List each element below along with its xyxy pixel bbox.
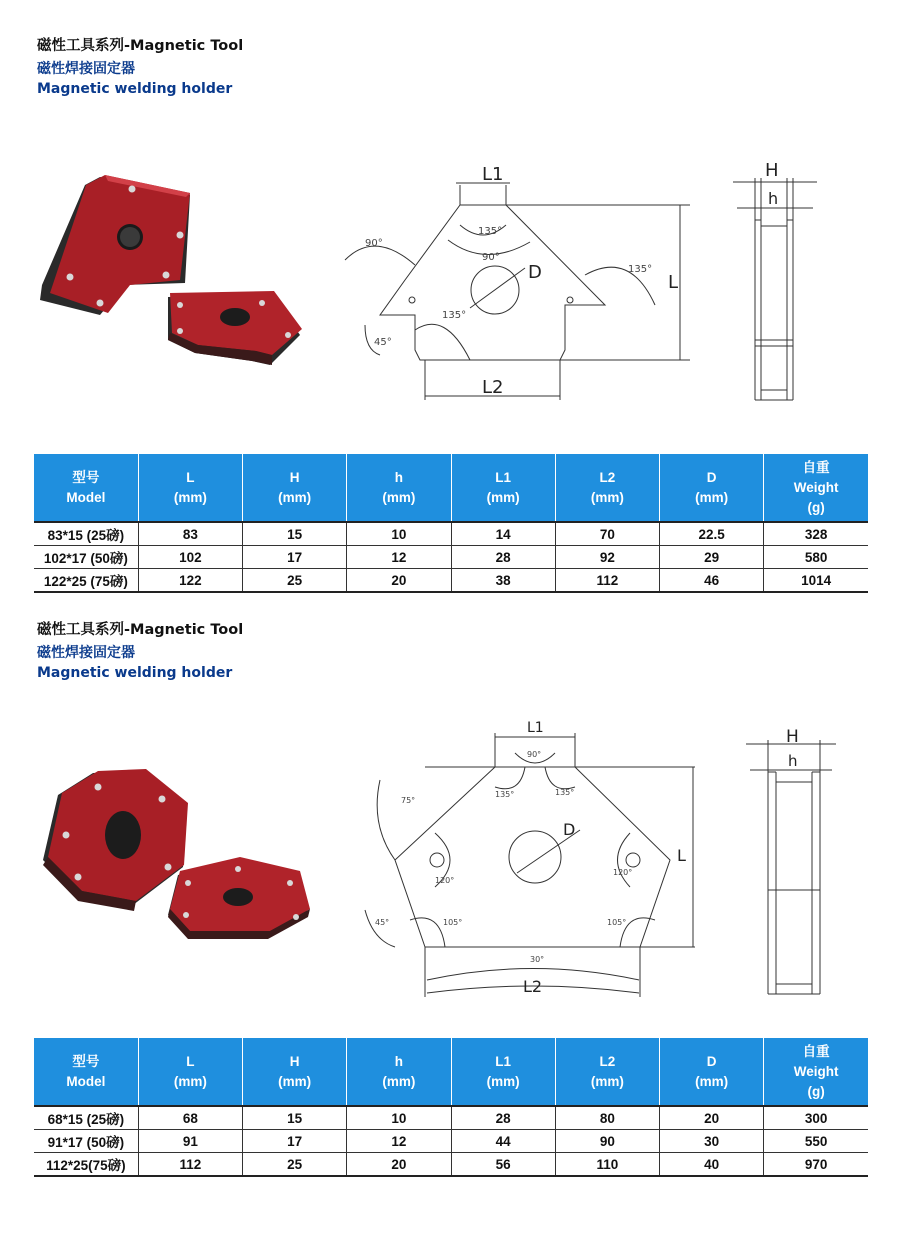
table-cell: 29 (660, 546, 764, 569)
table-row (34, 1130, 868, 1153)
table-cell: 46 (660, 569, 764, 593)
table-cell: 17 (243, 1130, 347, 1153)
technical-drawing-side-view (725, 150, 825, 410)
table-row (34, 546, 868, 569)
table-cell: 12 (347, 546, 451, 569)
section-subtitle-cn: 磁性焊接固定器 (37, 61, 135, 77)
table-cell: 80 (555, 1106, 659, 1130)
table-cell: 20 (347, 1153, 451, 1177)
table-cell: 44 (451, 1130, 555, 1153)
angle-label: 45° (375, 918, 390, 927)
technical-drawing-hex (355, 715, 705, 1000)
table-header: H (mm) (243, 1038, 347, 1106)
table-cell: 38 (451, 569, 555, 593)
table-cell: 25 (243, 569, 347, 593)
table-cell: 68 (138, 1106, 242, 1130)
table-cell: 90 (555, 1130, 659, 1153)
angle-label: 135° (495, 790, 515, 799)
table-cell: 112 (138, 1153, 242, 1177)
table-cell: 300 (764, 1106, 868, 1130)
table-cell: 12 (347, 1130, 451, 1153)
table-header: L (mm) (138, 1038, 242, 1106)
table-cell: 112 (555, 569, 659, 593)
product-photo-hex-magnets (38, 765, 318, 945)
dim-label-L: L (677, 846, 686, 865)
table-header: 型号 Model (34, 1038, 138, 1106)
table-cell: 10 (347, 1106, 451, 1130)
table-header: 自重 Weight (g) (764, 454, 868, 522)
table-cell: 70 (555, 522, 659, 546)
table-header: 自重 Weight (g) (764, 1038, 868, 1106)
angle-label: 120° (613, 868, 633, 877)
table-cell: 28 (451, 1106, 555, 1130)
angle-label: 135° (555, 788, 575, 797)
section-subtitle-cn: 磁性焊接固定器 (37, 645, 135, 661)
table-cell: 112*25(75磅) (34, 1153, 138, 1177)
dim-label-H: H (786, 727, 799, 747)
table-cell: 580 (764, 546, 868, 569)
section-title: 磁性工具系列-Magnetic Tool (37, 622, 244, 638)
table-cell: 122*25 (75磅) (34, 569, 138, 593)
angle-label: 75° (401, 796, 416, 805)
table-header: h (mm) (347, 1038, 451, 1106)
table-cell: 1014 (764, 569, 868, 593)
table-header: D (mm) (660, 1038, 764, 1106)
angle-label: 135° (478, 226, 503, 237)
dim-label-L1: L1 (527, 720, 544, 736)
table-header: 型号 Model (34, 454, 138, 522)
table-header: H (mm) (243, 454, 347, 522)
angle-label: 90° (527, 750, 542, 759)
angle-label: 135° (628, 264, 653, 275)
angle-label: 135° (442, 310, 467, 321)
dim-label-h: h (788, 752, 798, 770)
table-row (34, 569, 868, 593)
angle-label: 90° (365, 238, 383, 249)
angle-label: 105° (443, 918, 463, 927)
angle-label: 45° (374, 337, 392, 348)
table-cell: 550 (764, 1130, 868, 1153)
table-cell: 102 (138, 546, 242, 569)
table-cell: 56 (451, 1153, 555, 1177)
dim-label-L2: L2 (482, 377, 504, 398)
table-cell: 30 (660, 1130, 764, 1153)
dim-label-D: D (528, 262, 542, 283)
table-header: L2 (mm) (555, 454, 659, 522)
table-cell: 14 (451, 522, 555, 546)
table-row (34, 1153, 868, 1177)
angle-label: 30° (530, 955, 545, 964)
dim-label-h: h (768, 189, 779, 208)
dim-label-H: H (765, 160, 779, 181)
table-cell: 10 (347, 522, 451, 546)
table-cell: 91 (138, 1130, 242, 1153)
table-header: L1 (mm) (451, 1038, 555, 1106)
spec-table (34, 454, 868, 593)
table-cell: 83*15 (25磅) (34, 522, 138, 546)
table-cell: 22.5 (660, 522, 764, 546)
technical-drawing-arrow (330, 150, 700, 410)
table-cell: 25 (243, 1153, 347, 1177)
spec-table (34, 1038, 868, 1177)
table-cell: 83 (138, 522, 242, 546)
table-cell: 15 (243, 522, 347, 546)
table-header: L (mm) (138, 454, 242, 522)
table-cell: 970 (764, 1153, 868, 1177)
table-cell: 110 (555, 1153, 659, 1177)
table-row (34, 1106, 868, 1130)
table-header: D (mm) (660, 454, 764, 522)
angle-label: 90° (482, 252, 500, 263)
table-header: L2 (mm) (555, 1038, 659, 1106)
table-cell: 102*17 (50磅) (34, 546, 138, 569)
table-cell: 122 (138, 569, 242, 593)
table-cell: 20 (660, 1106, 764, 1130)
table-header: h (mm) (347, 454, 451, 522)
table-cell: 68*15 (25磅) (34, 1106, 138, 1130)
table-cell: 15 (243, 1106, 347, 1130)
table-cell: 91*17 (50磅) (34, 1130, 138, 1153)
section-subtitle-en: Magnetic welding holder (37, 81, 233, 97)
dim-label-L2: L2 (523, 977, 543, 996)
dim-label-L: L (668, 272, 679, 293)
section-title: 磁性工具系列-Magnetic Tool (37, 38, 244, 54)
angle-label: 105° (607, 918, 627, 927)
table-cell: 20 (347, 569, 451, 593)
table-cell: 28 (451, 546, 555, 569)
product-photo-arrow-magnets (30, 165, 310, 385)
table-header: L1 (mm) (451, 454, 555, 522)
table-row (34, 522, 868, 546)
table-cell: 40 (660, 1153, 764, 1177)
section-subtitle-en: Magnetic welding holder (37, 665, 233, 681)
table-cell: 92 (555, 546, 659, 569)
table-cell: 328 (764, 522, 868, 546)
dim-label-D: D (563, 820, 576, 839)
angle-label: 120° (435, 876, 455, 885)
dim-label-L1: L1 (482, 164, 504, 185)
table-cell: 17 (243, 546, 347, 569)
technical-drawing-side-view (740, 722, 840, 997)
